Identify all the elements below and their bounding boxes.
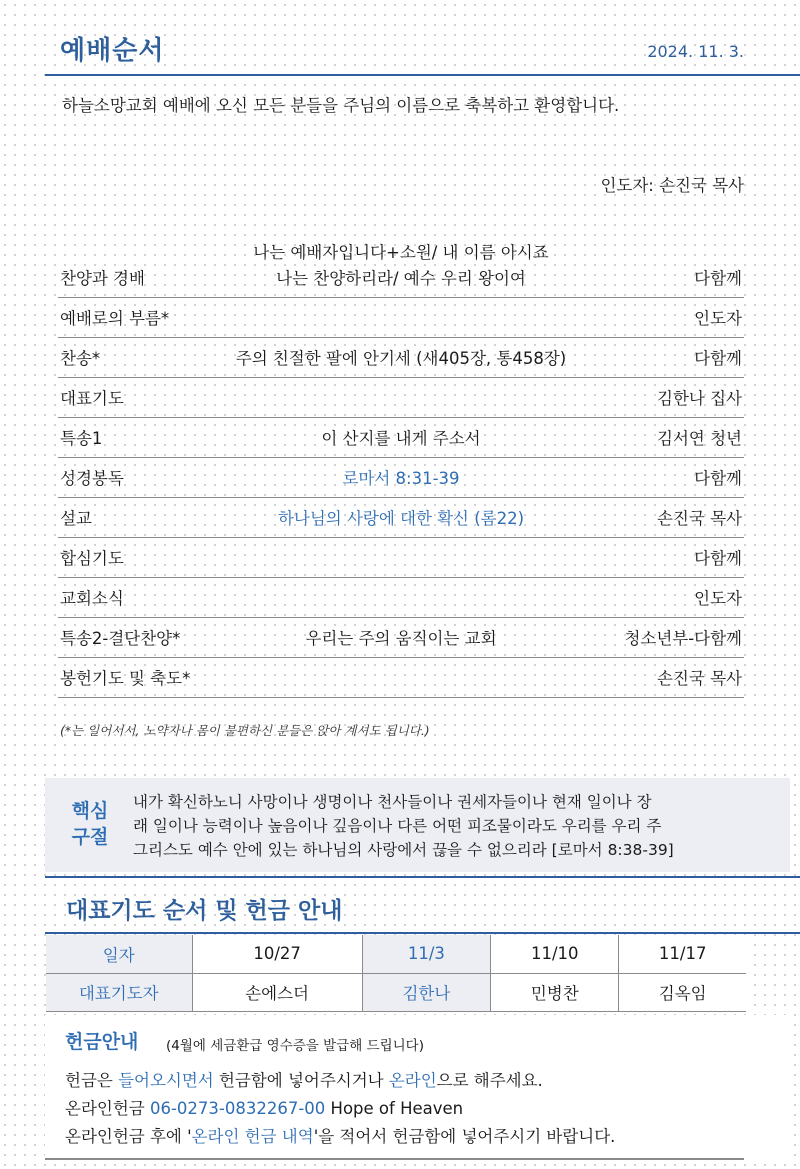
order-item-person: 청소년부-다함께: [624, 629, 742, 648]
offering-info-box: [45, 1015, 790, 1156]
order-row: [58, 458, 744, 498]
order-item-content: 나는 찬양하리라/ 예수 우리 왕이여: [276, 269, 526, 288]
page-title: 예배순서: [60, 36, 165, 66]
offering-highlight: 온라인 헌금 내역: [191, 1127, 314, 1146]
offering-text: 온라인헌금: [65, 1099, 150, 1118]
order-item-label: 합심기도: [60, 549, 124, 568]
worship-order-list: [58, 236, 744, 698]
order-row: [58, 298, 744, 338]
order-row: [58, 658, 744, 698]
order-item-label: 찬양과 경배: [60, 269, 145, 288]
order-item-label: 특송1: [60, 429, 103, 448]
section-title: 대표기도 순서 및 헌금 안내: [66, 898, 343, 924]
offering-line: [65, 1067, 543, 1091]
bank-account-number: 06-0273-0832267-00: [149, 1099, 326, 1118]
order-item-label: 특송2-결단찬양*: [60, 629, 181, 648]
order-row: [58, 418, 744, 458]
offering-subtitle: (4월에 세금환급 영수증을 발급해 드립니다): [166, 1038, 424, 1054]
table-cell: 민병찬: [491, 973, 619, 1011]
key-verse-line: 그리스도 예수 안에 있는 하나님의 사랑에서 끊을 수 없으리라 [로마서 8:38-39]: [133, 841, 674, 859]
offering-text: 헌금함에 넣어주시거나: [213, 1071, 389, 1090]
order-row: [58, 236, 744, 298]
order-item-label: 대표기도: [60, 389, 124, 408]
order-item-person: 김한나 집사: [657, 389, 742, 408]
table-row: [46, 935, 746, 973]
offering-text: 헌금은: [65, 1071, 119, 1090]
offering-highlight: 들어오시면서: [118, 1071, 214, 1090]
order-row: [58, 578, 744, 618]
order-row: [58, 338, 744, 378]
table-cell-current: 김한나: [362, 973, 490, 1011]
key-verse-line: 내가 확신하노니 사망이나 생명이나 천사들이나 권세자들이나 현재 일이나 장: [133, 793, 652, 811]
key-verse-box: [45, 778, 790, 872]
order-item-content: 우리는 주의 움직이는 교회: [305, 629, 497, 648]
key-verse-tag-line: 구절: [71, 826, 109, 848]
offering-highlight: 온라인: [388, 1071, 437, 1090]
order-item-person: 다함께: [694, 349, 742, 368]
section-divider: [45, 876, 800, 878]
order-item-person: 다함께: [694, 269, 742, 288]
offering-text: 온라인헌금 후에 ': [65, 1127, 192, 1146]
order-item-person: 인도자: [694, 589, 742, 608]
order-row: [58, 378, 744, 418]
scripture-reference: 로마서 8:31-39: [342, 469, 460, 488]
order-item-person: 손진국 목사: [657, 669, 742, 688]
order-item-label: 찬송*: [60, 349, 101, 368]
table-header-cell: 일자: [46, 935, 192, 973]
bottom-divider: [45, 1158, 744, 1160]
table-cell-current: 11/3: [362, 935, 490, 973]
key-verse-tag-line: 핵심: [71, 800, 109, 822]
order-item-content: 이 산지를 내게 주소서: [321, 429, 481, 448]
order-item-label: 예배로의 부름*: [60, 309, 170, 328]
table-header-cell: 대표기도자: [46, 973, 192, 1011]
table-cell: 김옥임: [619, 973, 746, 1011]
standing-note: (*는 일어서서, 노약자나 몸이 불편하신 분들은 앉아 계셔도 됩니다.): [60, 723, 430, 738]
offering-line: [65, 1123, 615, 1147]
table-cell: 11/10: [491, 935, 619, 973]
order-item-content: 주의 친절한 팔에 안기세 (새405장, 통458장): [235, 349, 567, 368]
key-verse-text: [133, 790, 778, 862]
table-cell: 10/27: [192, 935, 362, 973]
key-verse-tag: [65, 798, 115, 850]
order-item-label: 교회소식: [60, 589, 124, 608]
table-row: [46, 973, 746, 1011]
order-item-content: 나는 예배자입니다+소원/ 내 이름 아시죠: [253, 243, 549, 262]
order-item-label: 성경봉독: [60, 469, 124, 488]
order-item-label: 설교: [60, 509, 92, 528]
service-leader: 인도자: 손진국 목사: [600, 176, 744, 195]
sermon-title: 하나님의 사랑에 대한 확신 (롬22): [277, 509, 525, 528]
prayer-schedule-table: [46, 935, 746, 1012]
offering-text: 으로 해주세요.: [436, 1071, 543, 1090]
section-divider: [45, 932, 800, 934]
order-row: [58, 618, 744, 658]
offering-line: [65, 1095, 463, 1119]
table-cell: 11/17: [619, 935, 746, 973]
order-item-person: 다함께: [694, 469, 742, 488]
order-item-person: 김서연 청년: [657, 429, 742, 448]
order-item-person: 손진국 목사: [657, 509, 742, 528]
key-verse-line: 래 일이나 능력이나 높음이나 깊음이나 다른 어떤 피조물이라도 우리를 우리 주: [133, 817, 662, 835]
order-row: [58, 538, 744, 578]
order-row: [58, 498, 744, 538]
account-holder: Hope of Heaven: [325, 1099, 464, 1118]
order-item-label: 봉헌기도 및 축도*: [60, 669, 191, 688]
order-item-person: 다함께: [694, 549, 742, 568]
offering-title: 헌금안내: [65, 1031, 139, 1053]
table-cell: 손에스더: [192, 973, 362, 1011]
offering-text: '을 적어서 헌금함에 넣어주시기 바랍니다.: [313, 1127, 616, 1146]
service-date: 2024. 11. 3.: [647, 42, 744, 61]
order-item-person: 인도자: [694, 309, 742, 328]
header-divider: [45, 74, 800, 76]
welcome-message: 하늘소망교회 예배에 오신 모든 분들을 주님의 이름으로 축복하고 환영합니다.: [62, 96, 620, 115]
